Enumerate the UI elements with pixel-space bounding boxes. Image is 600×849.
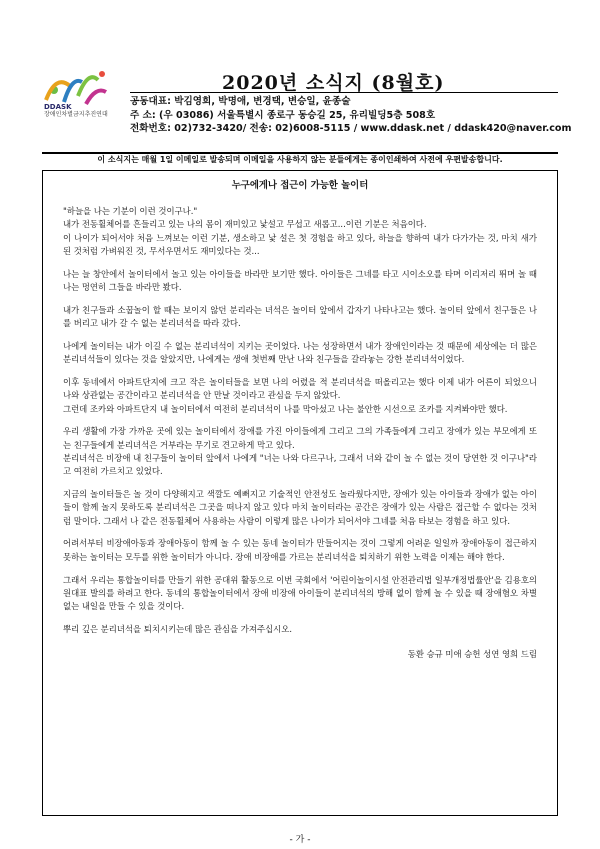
newsletter-title: 2020년 소식지 (8월호) xyxy=(222,72,445,94)
paragraph: 그래서 우리는 통합놀이터를 만들기 위한 공대위 활동으로 이번 국회에서 '어린이놀이시설 안전관리법 일부개정법률안'을 김용호의원대표 발의를 하려고 한다. 동네의 통합놀이터에서 장애 비장애 아이들이 분리녀석의 방해 없이 함께 놀 수 있을 때 장애혐오 차별 없는 내일을 만들 수 있을 것이다. xyxy=(63,574,537,612)
representatives: 공동대표: 박김영희, 박명애, 변경택, 변승일, 윤종술 xyxy=(130,96,351,107)
article-body xyxy=(63,205,537,671)
contact: 전화번호: 02)732-3420/ 전송: 02)6008-5115 / www.ddask.net / ddask420@naver.com xyxy=(130,123,572,135)
paragraph: 우리 생활에 가장 가까운 곳에 있는 놀이터에서 장애를 가진 아이들에게 그리고 그의 가족들에게 그리고 장애가 있는 부모에게 또는 친구들에게 분리녀석은 거부라는 무기로 견고하게 막고 있다. 분리녀석은 비장애 내 친구들이 놀이터 앞에서 나에게 "너는 나와 다르구나, 그래서 너와 같이 놀 수 없는 것이 당연한 것 이구나"라고 여전히 가르치고 있었다. xyxy=(63,426,537,477)
article-frame xyxy=(42,170,558,816)
paragraph: 지금의 놀이터들은 놀 것이 다양해지고 색깔도 예뻐지고 기술적인 안전성도 놀라웠다지만, 장애가 있는 아이들과 장애가 없는 아이들이 함께 놀지 못하도록 분리녀석은 그곳을 떠나지 않고 있다 마치 놀이터라는 공간은 장애가 있는 사람은 접근할 수 없다는 것처럼 말이다. 그래서 나 같은 전동휠체어 사용하는 사람이 이렇게 많은 나이가 되어서야 그네를 처음 타보는 경험을 하고 있다. xyxy=(63,489,537,526)
logo-text xyxy=(44,104,108,118)
paragraph: "하늘을 나는 기분이 이런 것이구나." 내가 전동휠체어를 흔들리고 있는 나의 몸이 재미있고 낯설고 무섭고 새롭고...이런 기분은 처음이다. 이 나이가 되어서야 처음 느껴보는 이런 기분, 생소하고 낯 설은 첫 경험을 하고 있다, 하늘을 향하여 내가 다가가는 것, 마치 새가 된 것처럼 가벼워진 것, 무서우면서도 재미있다는 것... xyxy=(63,206,537,256)
logo-kr: 장애인차별금지추진연대 xyxy=(44,111,108,118)
signature: 동환 승규 미애 승헌 성연 영희 드림 xyxy=(407,649,537,660)
paragraph: 뿌리 깊은 분리녀석을 퇴치시키는데 많은 관심을 가져주십시오. xyxy=(63,623,292,634)
org-info xyxy=(130,95,572,136)
logo-en: DDASK xyxy=(44,103,72,111)
page-number: - 가 - xyxy=(289,835,311,845)
paragraph: 어려서부터 비장애아동과 장애아동이 함께 놀 수 있는 동네 놀이터가 만들어지는 것이 그렇게 어려운 일일까 장애아동이 접근하지 못하는 놀이터는 모두를 위한 놀이터가 아니다. 장애 비장애를 가르는 분리녀석을 퇴치하기 위한 노력을 이제는 해야 한다. xyxy=(63,538,537,562)
article-title: 누구에게나 접근이 가능한 놀이터 xyxy=(231,180,369,191)
mailing-notice: 이 소식지는 매월 1일 이메일로 발송되며 이메일을 사용하지 않는 분들에게는 종이인쇄하여 사전에 우편발송합니다. xyxy=(97,155,503,164)
title-rule xyxy=(130,92,558,93)
paragraph: 나는 늘 창안에서 놀이터에서 놀고 있는 아이들을 바라만 보기만 했다. 아이들은 그네를 타고 시이소오를 타며 이리저리 뛰며 놀 때 나는 멍연히 그들을 바라만 봤다. xyxy=(63,268,537,292)
address: 주 소: (우 03086) 서울특별시 종로구 동승길 25, 유리빌딩5층 508호 xyxy=(130,109,436,121)
paragraph: 이후 동네에서 아파트단지에 크고 작은 놀이터들을 보면 나의 어렸을 적 분리녀석을 떠올리고는 했다 이제 내가 어른이 되었으니 나와 상관없는 공간이라고 분리녀석을 안 만날 것이라고 관심을 두지 않았다. 그런데 조카와 아파트단지 내 놀이터에서 여전히 분리녀석이 나를 막아섰고 나는 불안한 시선으로 조카를 지켜봐야만 했다. xyxy=(63,376,537,414)
paragraph: 나에게 놀이터는 내가 이길 수 없는 분리녀석이 지키는 곳이었다. 나는 성장하면서 내가 장애인이라는 것 때문에 세상에는 더 많은 분리녀석들이 있다는 것을 알았지만, 나에게는 생애 첫번째 만난 나와 친구들을 갈라놓는 강한 분리녀석이었다. xyxy=(63,340,537,365)
paragraph: 내가 친구들과 소꿉놀이 할 때는 보이지 않던 분리라는 녀석은 놀이터 앞에서 갑자기 나타나고는 했다. 놀이터 앞에서 친구들은 나를 버리고 내가 갈 수 없는 분리녀석을 따라 갔다. xyxy=(63,304,537,329)
